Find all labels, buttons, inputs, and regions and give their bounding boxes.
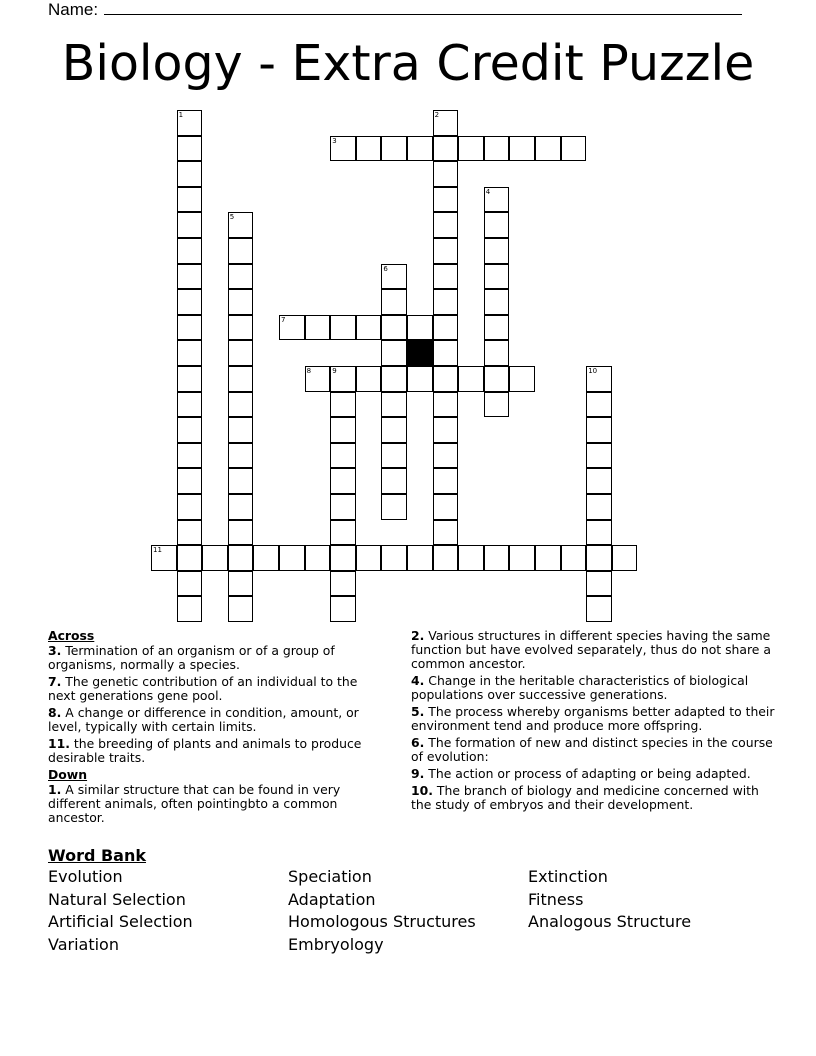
clue-down-4: 4. Change in the heritable characteristics of biological populations over successive generations. — [411, 673, 749, 702]
word-bank-item: Embryology — [288, 934, 384, 954]
crossword-cell[interactable] — [381, 392, 407, 418]
crossword-cell[interactable] — [433, 110, 459, 136]
crossword-cell[interactable] — [177, 520, 203, 546]
crossword-cell[interactable] — [177, 289, 203, 315]
crossword-cell[interactable] — [228, 596, 254, 622]
crossword-cell[interactable] — [228, 417, 254, 443]
crossword-cell[interactable] — [381, 443, 407, 469]
crossword-cell[interactable] — [586, 392, 612, 418]
crossword-cell[interactable] — [586, 417, 612, 443]
crossword-cell[interactable] — [586, 596, 612, 622]
word-bank-item: Natural Selection — [48, 889, 186, 909]
crossword-cell[interactable] — [433, 392, 459, 418]
clue-down-2: 2. Various structures in different species having the same function but have evolved separately, thus do not share a common ancestor. — [411, 628, 771, 671]
crossword-cell[interactable] — [177, 468, 203, 494]
crossword-cell[interactable] — [484, 187, 510, 213]
crossword-cell[interactable] — [330, 315, 356, 341]
cell-number: 11 — [153, 546, 162, 555]
crossword-cell[interactable] — [381, 417, 407, 443]
crossword-cell[interactable] — [484, 136, 510, 162]
crossword-cell[interactable] — [433, 187, 459, 213]
crossword-cell[interactable] — [612, 545, 638, 571]
crossword-cell[interactable] — [484, 289, 510, 315]
crossword-cell[interactable] — [305, 545, 331, 571]
crossword-cell[interactable] — [433, 238, 459, 264]
crossword-cell[interactable] — [228, 340, 254, 366]
crossword-cell[interactable] — [484, 392, 510, 418]
crossword-cell[interactable] — [177, 340, 203, 366]
cell-number: 5 — [229, 213, 235, 222]
crossword-cell[interactable] — [407, 366, 433, 392]
clue-down-10: 10. The branch of biology and medicine concerned with the study of embryos and their development. — [411, 783, 759, 812]
crossword-cell[interactable] — [586, 571, 612, 597]
word-bank-item: Fitness — [528, 889, 584, 909]
crossword-cell[interactable] — [458, 545, 484, 571]
crossword-cell[interactable] — [433, 417, 459, 443]
crossword-cell[interactable] — [330, 443, 356, 469]
crossword-cell[interactable] — [433, 545, 459, 571]
crossword-cell[interactable] — [228, 392, 254, 418]
cell-number: 8 — [306, 367, 312, 375]
crossword-cell[interactable] — [433, 494, 459, 520]
crossword-cell[interactable] — [177, 161, 203, 187]
crossword-cell[interactable] — [279, 315, 305, 341]
crossword-cell[interactable] — [484, 315, 510, 341]
crossword-cell[interactable] — [330, 366, 356, 392]
crossword-cell[interactable] — [356, 136, 382, 162]
across-header: Across — [48, 628, 95, 643]
crossword-cell[interactable] — [381, 468, 407, 494]
crossword-cell[interactable] — [305, 315, 331, 341]
clues-left-column — [48, 629, 383, 828]
word-bank-item: Evolution — [48, 867, 123, 886]
crossword-cell[interactable] — [381, 289, 407, 315]
crossword-cell[interactable] — [330, 136, 356, 162]
crossword-cell[interactable] — [177, 238, 203, 264]
crossword-cell[interactable] — [330, 494, 356, 520]
word-bank-title: Word Bank — [48, 846, 147, 865]
crossword-cell[interactable] — [330, 545, 356, 571]
clue-across-11: 11. the breeding of plants and animals to produce desirable traits. — [48, 736, 362, 765]
word-bank-item: Speciation — [288, 867, 372, 886]
cell-number: 7 — [281, 315, 286, 324]
word-bank-item: Variation — [48, 934, 119, 954]
crossword-cell[interactable] — [177, 212, 203, 238]
clue-down-1: 1. A similar structure that can be found in very different animals, often pointingbto a common ancestor. — [48, 782, 341, 825]
crossword-cell[interactable] — [177, 545, 203, 571]
crossword-cell[interactable] — [330, 596, 356, 622]
crossword-cell[interactable] — [228, 520, 254, 546]
crossword-black-cell — [407, 340, 433, 366]
crossword-cell[interactable] — [433, 161, 459, 187]
crossword-cell[interactable] — [305, 366, 331, 392]
cell-number: 9 — [332, 367, 337, 375]
crossword-cell[interactable] — [177, 596, 203, 622]
clue-down-9: 9. The action or process of adapting or being adapted. — [411, 766, 751, 781]
crossword-cell[interactable] — [407, 136, 433, 162]
word-bank-item: Homologous Structures — [288, 912, 476, 931]
crossword-cell[interactable] — [381, 494, 407, 520]
cell-number: 4 — [485, 187, 491, 196]
crossword-cell[interactable] — [228, 468, 254, 494]
crossword-cell[interactable] — [177, 443, 203, 469]
crossword-cell[interactable] — [228, 443, 254, 469]
cell-number: 3 — [332, 136, 337, 145]
crossword-cell[interactable] — [433, 315, 459, 341]
crossword-cell[interactable] — [458, 366, 484, 392]
word-bank-item: Analogous Structure — [528, 912, 692, 931]
crossword-cell[interactable] — [253, 545, 279, 571]
crossword-cell[interactable] — [228, 494, 254, 520]
crossword-cell[interactable] — [177, 315, 203, 341]
crossword-cell[interactable] — [433, 443, 459, 469]
crossword-cell[interactable] — [407, 315, 433, 341]
crossword-cell[interactable] — [586, 366, 612, 392]
crossword-cell[interactable] — [484, 212, 510, 238]
crossword-cell[interactable] — [330, 571, 356, 597]
crossword-cell[interactable] — [177, 264, 203, 290]
crossword-cell[interactable] — [151, 545, 177, 571]
crossword-cell[interactable] — [381, 264, 407, 290]
crossword-cell[interactable] — [561, 136, 587, 162]
crossword-cell[interactable] — [330, 520, 356, 546]
crossword-cell[interactable] — [509, 366, 535, 392]
crossword-cell[interactable] — [586, 443, 612, 469]
crossword-cell[interactable] — [381, 315, 407, 341]
clue-across-7: 7. The genetic contribution of an individual to the next generations gene pool. — [48, 674, 358, 703]
crossword-cell[interactable] — [586, 494, 612, 520]
crossword-cell[interactable] — [433, 289, 459, 315]
crossword-cell[interactable] — [586, 520, 612, 546]
crossword-cell[interactable] — [433, 264, 459, 290]
word-bank — [48, 868, 768, 954]
crossword-cell[interactable] — [433, 520, 459, 546]
crossword-cell[interactable] — [279, 545, 305, 571]
crossword-cell[interactable] — [228, 571, 254, 597]
crossword-cell[interactable] — [458, 136, 484, 162]
clue-down-6: 6. The formation of new and distinct species in the course of evolution: — [411, 735, 773, 764]
clue-across-3: 3. Termination of an organism or of a group of organisms, normally a species. — [48, 643, 335, 672]
crossword-cell[interactable] — [228, 289, 254, 315]
crossword-cell[interactable] — [202, 545, 228, 571]
crossword-cell[interactable] — [330, 468, 356, 494]
crossword-cell[interactable] — [381, 545, 407, 571]
crossword-cell[interactable] — [433, 136, 459, 162]
crossword-cell[interactable] — [356, 545, 382, 571]
word-bank-item: Artificial Selection — [48, 912, 193, 931]
down-header: Down — [48, 767, 88, 782]
crossword-cell[interactable] — [433, 366, 459, 392]
crossword-cell[interactable] — [228, 212, 254, 238]
crossword-cell[interactable] — [433, 212, 459, 238]
crossword-cell[interactable] — [177, 187, 203, 213]
crossword-cell[interactable] — [561, 545, 587, 571]
crossword-cell[interactable] — [586, 545, 612, 571]
crossword-cell[interactable] — [228, 545, 254, 571]
crossword-cell[interactable] — [356, 366, 382, 392]
crossword-cell[interactable] — [177, 136, 203, 162]
page-title: Biology - Extra Credit Puzzle — [61, 35, 755, 92]
crossword-cell[interactable] — [535, 136, 561, 162]
crossword-cell[interactable] — [228, 238, 254, 264]
word-bank-item: Adaptation — [288, 889, 376, 909]
crossword-cell[interactable] — [330, 392, 356, 418]
crossword-cell[interactable] — [433, 468, 459, 494]
crossword-cell[interactable] — [177, 392, 203, 418]
crossword-cell[interactable] — [177, 494, 203, 520]
crossword-cell[interactable] — [177, 417, 203, 443]
crossword-cell[interactable] — [484, 340, 510, 366]
crossword-cell[interactable] — [228, 366, 254, 392]
crossword-cell[interactable] — [586, 468, 612, 494]
crossword-cell[interactable] — [330, 417, 356, 443]
crossword-cell[interactable] — [484, 264, 510, 290]
crossword-cell[interactable] — [484, 366, 510, 392]
cell-number: 1 — [178, 111, 184, 119]
crossword-cell[interactable] — [509, 545, 535, 571]
crossword-cell[interactable] — [407, 545, 433, 571]
crossword-cell[interactable] — [535, 545, 561, 571]
clues-right-column — [411, 629, 776, 815]
clue-across-8: 8. A change or difference in condition, amount, or level, typically with certain limits. — [48, 705, 359, 734]
word-bank-item: Extinction — [528, 867, 608, 886]
crossword-cell[interactable] — [484, 238, 510, 264]
clue-down-5: 5. The process whereby organisms better adapted to their environment tend and produce more offspring. — [411, 704, 775, 733]
crossword-cell[interactable] — [433, 340, 459, 366]
crossword-cell[interactable] — [381, 136, 407, 162]
crossword-cell[interactable] — [228, 264, 254, 290]
crossword-cell[interactable] — [177, 366, 203, 392]
crossword-cell[interactable] — [509, 136, 535, 162]
crossword-cell[interactable] — [484, 545, 510, 571]
crossword-cell[interactable] — [177, 110, 203, 136]
crossword-cell[interactable] — [228, 315, 254, 341]
crossword-cell[interactable] — [381, 340, 407, 366]
crossword-cell[interactable] — [177, 571, 203, 597]
cell-number: 10 — [588, 367, 598, 375]
crossword-cell[interactable] — [381, 366, 407, 392]
cell-number: 6 — [383, 264, 388, 273]
cell-number: 2 — [434, 111, 440, 119]
crossword-cell[interactable] — [356, 315, 382, 341]
name-label: Name: — [48, 0, 99, 19]
